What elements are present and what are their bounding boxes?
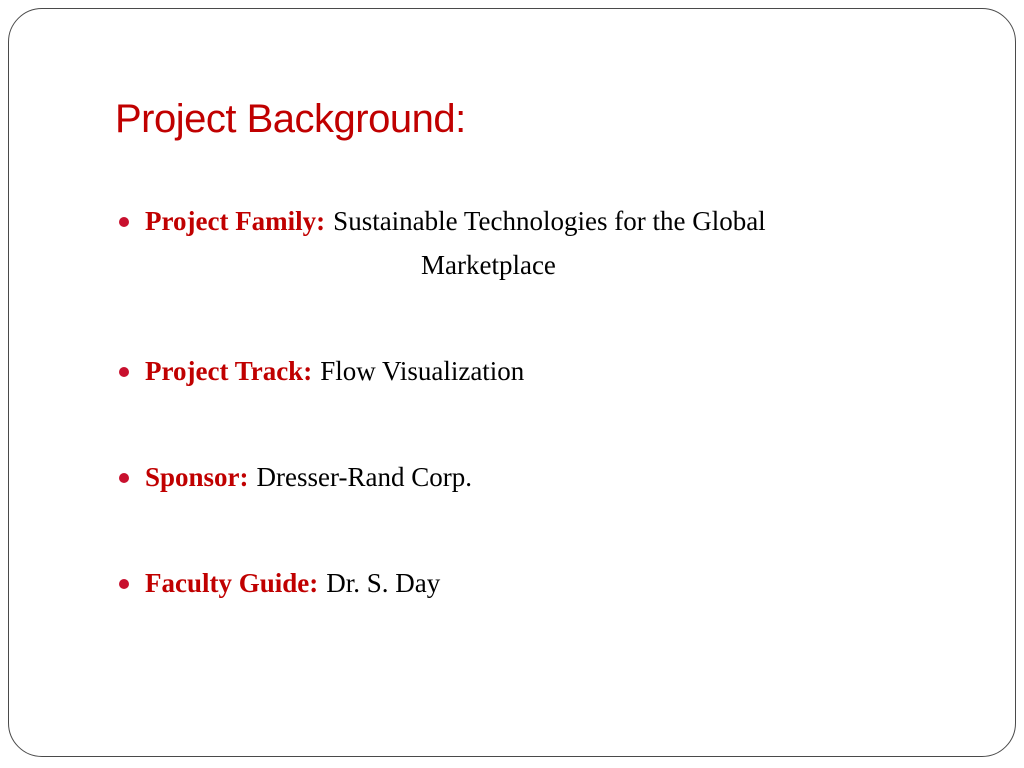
bullet-value: Dresser-Rand Corp. (256, 462, 472, 492)
bullet-dot-icon (119, 473, 129, 483)
bullet-value: Sustainable Technologies for the Global (333, 206, 766, 236)
bullet-item-sponsor (115, 455, 935, 499)
slide-title: Project Background: (115, 97, 466, 141)
bullet-list (115, 199, 935, 667)
bullet-dot-icon (119, 367, 129, 377)
bullet-value: Flow Visualization (320, 356, 525, 386)
bullet-key: Faculty Guide: (145, 568, 319, 598)
slide-frame (8, 8, 1016, 757)
bullet-key: Sponsor: (145, 462, 249, 492)
bullet-dot-icon (119, 579, 129, 589)
bullet-value-continuation: Marketplace (421, 250, 556, 280)
bullet-item-faculty-guide (115, 561, 935, 605)
bullet-item-project-family (115, 199, 935, 287)
bullet-dot-icon (119, 217, 129, 227)
bullet-item-project-track (115, 349, 935, 393)
bullet-key: Project Track: (145, 356, 313, 386)
bullet-value: Dr. S. Day (326, 568, 441, 598)
bullet-key: Project Family: (145, 206, 326, 236)
